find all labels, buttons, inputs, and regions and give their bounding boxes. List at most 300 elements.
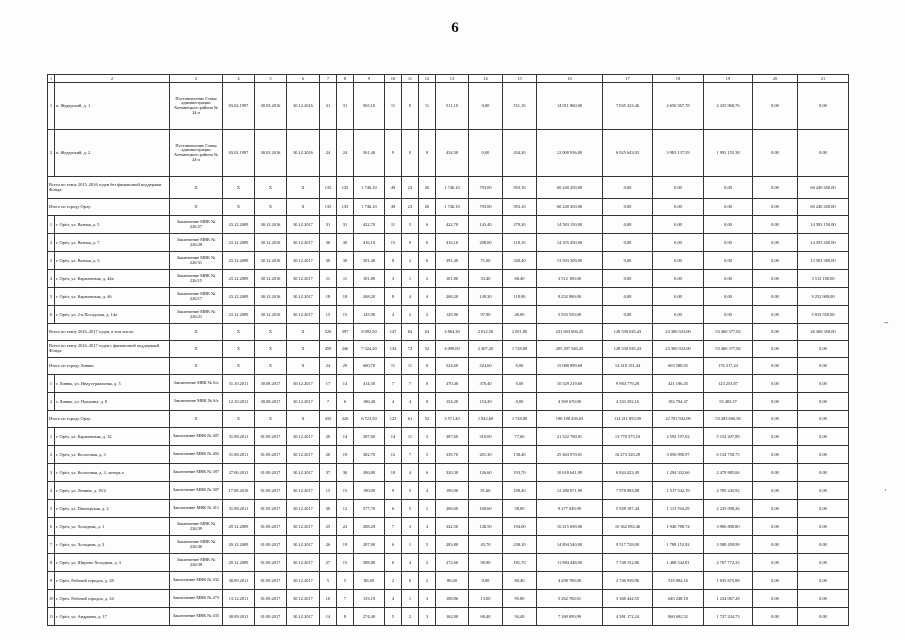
value-cell: 0,00 bbox=[753, 288, 798, 306]
value-cell: 193,70 bbox=[503, 464, 537, 482]
value-cell: 3 512 100,00 bbox=[537, 270, 603, 288]
value-cell: 95,80 bbox=[503, 590, 537, 608]
value-cell: 01.09.2017 bbox=[255, 572, 287, 590]
value-cell: X bbox=[170, 199, 223, 216]
value-cell: 31 bbox=[337, 83, 354, 130]
address-cell: г. Орёл, ул. Андриева, д. 17 bbox=[55, 608, 170, 626]
value-cell: 414,30 bbox=[354, 375, 385, 393]
value-cell: 176 317,24 bbox=[704, 358, 753, 375]
value-cell: 3 983 137,59 bbox=[653, 130, 704, 177]
column-number: 6 bbox=[287, 75, 320, 83]
value-cell: 4 bbox=[385, 393, 402, 411]
column-number: 11 bbox=[402, 75, 419, 83]
column-number: 10 bbox=[385, 75, 402, 83]
value-cell: X bbox=[170, 177, 223, 199]
column-number: 20 bbox=[753, 75, 798, 83]
column-number: 3 bbox=[170, 75, 223, 83]
total-label: Всего по этапу 2016–2017 годов, в том числе: bbox=[48, 324, 170, 341]
value-cell: 0,00 bbox=[653, 199, 704, 216]
value-cell: 143,40 bbox=[469, 216, 503, 234]
value-cell: 0,00 bbox=[653, 216, 704, 234]
value-cell: 30.12.2016 bbox=[255, 252, 287, 270]
value-cell: 1 035 675,88 bbox=[704, 572, 753, 590]
value-cell: 4 569 670,00 bbox=[537, 393, 603, 411]
value-cell: 600,70 bbox=[354, 358, 385, 375]
value-cell: 30 bbox=[320, 252, 337, 270]
address-cell: г. Орёл, ул. Пионерская, д. 2 bbox=[55, 500, 170, 518]
value-cell: 9 bbox=[402, 234, 419, 252]
value-cell: 860 692,52 bbox=[653, 608, 704, 626]
value-cell: 0,00 bbox=[753, 482, 798, 500]
value-cell: 370,40 bbox=[436, 375, 469, 393]
value-cell: 30.12.2017 bbox=[287, 572, 320, 590]
value-cell: 0,00 bbox=[753, 500, 798, 518]
value-cell: 53 460 377,82 bbox=[704, 341, 753, 358]
address-cell: г. Ливны, ул. Пушкина, д. 8 bbox=[55, 393, 170, 411]
value-cell: 61 bbox=[402, 411, 419, 428]
value-cell: 2 767 772,33 bbox=[704, 554, 753, 572]
value-cell: 2 bbox=[402, 252, 419, 270]
address-cell: г. Орёл, ул. Широко-Холодная, д. 3 bbox=[55, 554, 170, 572]
value-cell: 14 318 191,44 bbox=[603, 358, 653, 375]
value-cell: 7 748 152,86 bbox=[603, 554, 653, 572]
table-row bbox=[48, 234, 849, 252]
value-cell: 22 703 942,08 bbox=[653, 411, 704, 428]
value-cell: 14 bbox=[385, 428, 402, 446]
value-cell: 6 bbox=[385, 554, 402, 572]
value-cell: 287,90 bbox=[354, 536, 385, 554]
value-cell: 11 bbox=[385, 358, 402, 375]
value-cell: 272,60 bbox=[436, 554, 469, 572]
value-cell: 4 864,30 bbox=[436, 324, 469, 341]
value-cell: 53 460 377,82 bbox=[704, 324, 753, 341]
value-cell: 0,00 bbox=[653, 288, 704, 306]
value-cell: 7 169 099,99 bbox=[537, 608, 603, 626]
value-cell: 128 530 045,43 bbox=[603, 324, 653, 341]
total-row bbox=[48, 324, 849, 341]
document-cell: Заключение МВК № 226/15 bbox=[170, 270, 223, 288]
row-number: 2 bbox=[48, 234, 55, 252]
value-cell: 2 051,80 bbox=[503, 324, 537, 341]
value-cell: 182 794,47 bbox=[653, 393, 704, 411]
value-cell: 149,30 bbox=[469, 288, 503, 306]
value-cell: 0,00 bbox=[798, 375, 849, 393]
value-cell: 3 906 808,80 bbox=[704, 518, 753, 536]
row-number: 2 bbox=[48, 446, 55, 464]
value-cell: 387,60 bbox=[436, 428, 469, 446]
value-cell: 0,00 bbox=[704, 216, 753, 234]
value-cell: 9 984 779,28 bbox=[603, 375, 653, 393]
value-cell: 01.09.2017 bbox=[255, 590, 287, 608]
column-number: 2 bbox=[55, 75, 170, 83]
value-cell: 0,00 bbox=[704, 252, 753, 270]
value-cell: 148,50 bbox=[469, 518, 503, 536]
value-cell: 01.09.2017 bbox=[255, 608, 287, 626]
value-cell: 23 306 923,00 bbox=[653, 324, 704, 341]
document-cell: Постановление Главы администрации Хотынецкого района № 24-а bbox=[170, 83, 223, 130]
value-cell: 90,90 bbox=[469, 554, 503, 572]
value-cell: X bbox=[170, 324, 223, 341]
value-cell: 0 bbox=[419, 393, 436, 411]
value-cell: 154,20 bbox=[436, 393, 469, 411]
value-cell: 0,00 bbox=[753, 608, 798, 626]
value-cell: 0,00 bbox=[603, 288, 653, 306]
row-number: 11 bbox=[48, 608, 55, 626]
row-number: 5 bbox=[48, 288, 55, 306]
value-cell: 434,30 bbox=[503, 130, 537, 177]
document-cell: Заключение МВК № 226/40 bbox=[170, 536, 223, 554]
value-cell: 5 262 760,01 bbox=[537, 590, 603, 608]
value-cell: 123 253,87 bbox=[704, 375, 753, 393]
value-cell: 2 bbox=[419, 554, 436, 572]
value-cell: 63 bbox=[419, 324, 436, 341]
value-cell: 23.12.2009 bbox=[223, 288, 255, 306]
total-label: Итого по городу Ливны: bbox=[48, 358, 170, 375]
address-cell: г. Орёл, ул. Карачевская, д. 32 bbox=[55, 428, 170, 446]
value-cell: 68,40 bbox=[469, 608, 503, 626]
value-cell: 11 bbox=[402, 358, 419, 375]
value-cell: 194,00 bbox=[503, 518, 537, 536]
value-cell: 14 894 340,00 bbox=[537, 536, 603, 554]
value-cell: 6 bbox=[419, 252, 436, 270]
value-cell: 0,00 bbox=[753, 234, 798, 252]
value-cell: 4 090,00 bbox=[436, 341, 469, 358]
value-cell: 1 294 332,66 bbox=[653, 464, 704, 482]
value-cell: 4 bbox=[385, 306, 402, 324]
value-cell: 0,00 bbox=[753, 177, 798, 199]
column-number: 16 bbox=[537, 75, 603, 83]
value-cell: 14 bbox=[337, 428, 354, 446]
value-cell: 3 588 458,99 bbox=[704, 536, 753, 554]
value-cell: 19 bbox=[337, 536, 354, 554]
value-cell: 7 bbox=[337, 590, 354, 608]
value-cell: 5 bbox=[402, 216, 419, 234]
value-cell: 0,00 bbox=[753, 341, 798, 358]
value-cell: 30.12.2017 bbox=[287, 482, 320, 500]
value-cell: 2 307,20 bbox=[469, 341, 503, 358]
value-cell: 128 530 045,43 bbox=[603, 341, 653, 358]
value-cell: 416,10 bbox=[354, 234, 385, 252]
value-cell: 13 503 300,00 bbox=[537, 252, 603, 270]
value-cell: 11 bbox=[320, 270, 337, 288]
value-cell: 114 211 853,99 bbox=[603, 411, 653, 428]
value-cell: 1 727 234,73 bbox=[704, 608, 753, 626]
value-cell: 8 bbox=[385, 288, 402, 306]
value-cell: 7 bbox=[385, 375, 402, 393]
value-cell: 30.12.2017 bbox=[287, 252, 320, 270]
value-cell: 0,00 bbox=[798, 536, 849, 554]
value-cell: 80,40 bbox=[354, 572, 385, 590]
value-cell: 511,10 bbox=[503, 83, 537, 130]
value-cell: 0,00 bbox=[798, 130, 849, 177]
register-table bbox=[47, 74, 849, 626]
column-number: 19 bbox=[704, 75, 753, 83]
value-cell: 0,00 bbox=[653, 252, 704, 270]
value-cell: 30.12.2016 bbox=[287, 130, 320, 177]
value-cell: 80,40 bbox=[503, 572, 537, 590]
value-cell: 10 618 641,99 bbox=[537, 464, 603, 482]
value-cell: 26 306 350,00 bbox=[798, 324, 849, 341]
value-cell: 7 bbox=[402, 446, 419, 464]
table-row bbox=[48, 482, 849, 500]
value-cell: 24 bbox=[320, 130, 337, 177]
value-cell: 0,00 bbox=[704, 306, 753, 324]
value-cell: 14 355 450,00 bbox=[798, 234, 849, 252]
value-cell: 30 bbox=[320, 234, 337, 252]
total-row bbox=[48, 358, 849, 375]
value-cell: 0,00 bbox=[798, 446, 849, 464]
value-cell: 205 297 346,25 bbox=[537, 341, 603, 358]
value-cell: 9 bbox=[419, 130, 436, 177]
value-cell: 0,00 bbox=[753, 199, 798, 216]
value-cell: 5 033 550,00 bbox=[537, 306, 603, 324]
table-row bbox=[48, 590, 849, 608]
value-cell: 108,86 bbox=[436, 590, 469, 608]
value-cell: 310,00 bbox=[469, 428, 503, 446]
value-cell: 23.12.2009 bbox=[223, 270, 255, 288]
value-cell: 435 bbox=[320, 411, 337, 428]
value-cell: 30.09.2011 bbox=[223, 608, 255, 626]
value-cell: 1 113 764,29 bbox=[653, 500, 704, 518]
total-label: Итого по городу Орлу: bbox=[48, 199, 170, 216]
row-number: 4 bbox=[48, 482, 55, 500]
value-cell: 268,20 bbox=[354, 288, 385, 306]
value-cell: 283,80 bbox=[436, 536, 469, 554]
value-cell: 30 bbox=[337, 252, 354, 270]
value-cell: 2 bbox=[402, 608, 419, 626]
value-cell: 9 bbox=[385, 130, 402, 177]
value-cell: 30.12.2017 bbox=[287, 608, 320, 626]
value-cell: 80,40 bbox=[436, 572, 469, 590]
address-cell: г. Орёл, Рабочий городок, д. 28 bbox=[55, 572, 170, 590]
value-cell: 01.09.2017 bbox=[255, 518, 287, 536]
value-cell: 0,00 bbox=[753, 590, 798, 608]
value-cell: 306,80 bbox=[354, 464, 385, 482]
value-cell: 118,90 bbox=[503, 288, 537, 306]
scan-mark: – bbox=[884, 318, 889, 328]
value-cell: X bbox=[255, 341, 287, 358]
document-cell: Заключение МВК № 432 bbox=[170, 572, 223, 590]
value-cell: 342,50 bbox=[436, 518, 469, 536]
value-cell: 30 bbox=[320, 500, 337, 518]
value-cell: 0,00 bbox=[603, 177, 653, 199]
value-cell: X bbox=[287, 324, 320, 341]
value-cell: 0,00 bbox=[753, 428, 798, 446]
value-cell: X bbox=[170, 341, 223, 358]
value-cell: 23.12.2009 bbox=[223, 306, 255, 324]
value-cell: 6 bbox=[419, 234, 436, 252]
document-cell: Заключение МВК № 226/28 bbox=[170, 234, 223, 252]
value-cell: 0,00 bbox=[503, 358, 537, 375]
value-cell: X bbox=[170, 358, 223, 375]
value-cell: 29.12.2009 bbox=[223, 554, 255, 572]
value-cell: 0,00 bbox=[503, 375, 537, 393]
value-cell: 15 088 889,60 bbox=[537, 358, 603, 375]
column-number: 5 bbox=[255, 75, 287, 83]
value-cell: 30.12.2017 bbox=[287, 216, 320, 234]
value-cell: 123 bbox=[385, 411, 402, 428]
value-cell: 145,90 bbox=[436, 306, 469, 324]
value-cell: 422,70 bbox=[354, 216, 385, 234]
value-cell: 0,00 bbox=[753, 306, 798, 324]
value-cell: 238,10 bbox=[503, 536, 537, 554]
value-cell: 135 bbox=[320, 177, 337, 199]
value-cell: 511,10 bbox=[436, 83, 469, 130]
value-cell: 11 bbox=[385, 216, 402, 234]
value-cell: X bbox=[255, 199, 287, 216]
value-cell: 31.10.2011 bbox=[223, 375, 255, 393]
value-cell: 30.12.2017 bbox=[287, 554, 320, 572]
value-cell: 60 240 450,00 bbox=[537, 199, 603, 216]
table-row bbox=[48, 306, 849, 324]
value-cell: 0,00 bbox=[753, 252, 798, 270]
value-cell: 4 333 392,16 bbox=[603, 393, 653, 411]
value-cell: 274,40 bbox=[354, 608, 385, 626]
value-cell: 138,40 bbox=[503, 446, 537, 464]
value-cell: 0,00 bbox=[753, 375, 798, 393]
value-cell: 30.03.2016 bbox=[255, 130, 287, 177]
table-row bbox=[48, 572, 849, 590]
document-cell: Заключение МВК № 226/31 bbox=[170, 252, 223, 270]
column-number: 7 bbox=[320, 75, 337, 83]
value-cell: 391,40 bbox=[354, 252, 385, 270]
document-cell: Заключение МВК № 411 bbox=[170, 500, 223, 518]
value-cell: 190,00 bbox=[436, 482, 469, 500]
value-cell: 4 bbox=[402, 288, 419, 306]
value-cell: 298,00 bbox=[469, 234, 503, 252]
value-cell: 13.12.2011 bbox=[223, 590, 255, 608]
value-cell: 0,00 bbox=[798, 608, 849, 626]
value-cell: 01.09.2017 bbox=[255, 464, 287, 482]
value-cell: 12 bbox=[337, 500, 354, 518]
value-cell: 7 978 083,88 bbox=[603, 482, 653, 500]
value-cell: 38,00 bbox=[503, 500, 537, 518]
value-cell: 397 bbox=[337, 324, 354, 341]
value-cell: 14 355 450,00 bbox=[537, 234, 603, 252]
value-cell: 2 235 098,26 bbox=[704, 500, 753, 518]
total-label: Всего по этапу 2015–2016 годов без финансовой поддержки Фонда: bbox=[48, 177, 170, 199]
value-cell: 186,40 bbox=[354, 393, 385, 411]
total-row bbox=[48, 411, 849, 428]
value-cell: 30.12.2016 bbox=[255, 288, 287, 306]
value-cell: 9 517 728,09 bbox=[603, 536, 653, 554]
value-cell: 1 946 788,74 bbox=[653, 518, 704, 536]
value-cell: 1 992 155,38 bbox=[704, 130, 753, 177]
address-cell: г. Орёл, ул. 2-я Посадская, д. 14а bbox=[55, 306, 170, 324]
value-cell: 6 723,50 bbox=[354, 411, 385, 428]
value-cell: X bbox=[255, 411, 287, 428]
value-cell: 94,40 bbox=[503, 608, 537, 626]
row-number: 1 bbox=[48, 216, 55, 234]
value-cell: 320,40 bbox=[503, 252, 537, 270]
value-cell: 14 bbox=[337, 375, 354, 393]
address-cell: г. Орёл, ул. Ленина, д. 19/2 bbox=[55, 482, 170, 500]
document-cell: Заключение МВК № 226/38 bbox=[170, 554, 223, 572]
document-cell: Заключение МВК № 473 bbox=[170, 590, 223, 608]
value-cell: 12 bbox=[385, 446, 402, 464]
value-cell: 03.02.1997 bbox=[223, 83, 255, 130]
value-cell: 31 bbox=[337, 216, 354, 234]
value-cell: 0 bbox=[402, 130, 419, 177]
value-cell: 382,70 bbox=[354, 446, 385, 464]
value-cell: 0,00 bbox=[469, 83, 503, 130]
value-cell: 0,00 bbox=[798, 358, 849, 375]
value-cell: X bbox=[287, 358, 320, 375]
row-number: 6 bbox=[48, 306, 55, 324]
value-cell: 0,00 bbox=[798, 500, 849, 518]
value-cell: 11 bbox=[419, 83, 436, 130]
value-cell: 3 056 990,97 bbox=[653, 446, 704, 464]
column-number: 12 bbox=[419, 75, 436, 83]
document-cell: Заключение МВК № 307 bbox=[170, 482, 223, 500]
value-cell: X bbox=[223, 411, 255, 428]
row-number: 4 bbox=[48, 270, 55, 288]
value-cell: 108,40 bbox=[503, 482, 537, 500]
document-cell: Заключение МВК № 435 bbox=[170, 608, 223, 626]
value-cell: 0,00 bbox=[753, 572, 798, 590]
value-cell: 8 092,50 bbox=[354, 324, 385, 341]
value-cell: 2 479 885,84 bbox=[704, 464, 753, 482]
row-number: 7 bbox=[48, 536, 55, 554]
value-cell: 524,60 bbox=[436, 358, 469, 375]
value-cell: 18 bbox=[337, 288, 354, 306]
value-cell: 23.12.2009 bbox=[223, 234, 255, 252]
total-label: Итого по городу Орлу: bbox=[48, 411, 170, 428]
value-cell: 37 bbox=[320, 464, 337, 482]
value-cell: 97,90 bbox=[469, 306, 503, 324]
value-cell: X bbox=[223, 358, 255, 375]
value-cell: 0,00 bbox=[653, 306, 704, 324]
total-row bbox=[48, 199, 849, 216]
value-cell: 6 bbox=[337, 393, 354, 411]
document-cell: Заключение МВК № 226/17 bbox=[170, 288, 223, 306]
value-cell: 2 746 939,96 bbox=[603, 572, 653, 590]
value-cell: 953,10 bbox=[503, 177, 537, 199]
address-cell: г. Орёл, ул. Холодная, д. 3 bbox=[55, 536, 170, 554]
value-cell: 03.02.1997 bbox=[223, 130, 255, 177]
value-cell: 5 928 187,44 bbox=[603, 500, 653, 518]
value-cell: 640 248,18 bbox=[653, 590, 704, 608]
value-cell: 30.12.2017 bbox=[287, 446, 320, 464]
table-row bbox=[48, 518, 849, 536]
address-cell: г. Орёл, Рабочий городок, д. 34 bbox=[55, 590, 170, 608]
value-cell: 2 bbox=[402, 306, 419, 324]
value-cell: 3 bbox=[385, 270, 402, 288]
value-cell: 0,00 bbox=[469, 130, 503, 177]
value-cell: 4 bbox=[402, 393, 419, 411]
document-cell: Заключение МВК № 6/а bbox=[170, 393, 223, 411]
value-cell: 4 650 567,78 bbox=[653, 83, 704, 130]
value-cell: 135 bbox=[337, 177, 354, 199]
value-cell: 391,40 bbox=[436, 252, 469, 270]
column-number: 14 bbox=[469, 75, 503, 83]
value-cell: 320,30 bbox=[436, 464, 469, 482]
value-cell: 422,70 bbox=[436, 216, 469, 234]
value-cell: 33,40 bbox=[469, 270, 503, 288]
address-cell: п. Жудерский, д. 2 bbox=[55, 130, 170, 177]
value-cell: 0,00 bbox=[653, 234, 704, 252]
value-cell: 15 bbox=[320, 306, 337, 324]
value-cell: 24 bbox=[337, 130, 354, 177]
value-cell: 30.12.2017 bbox=[287, 500, 320, 518]
value-cell: 13 503 300,00 bbox=[798, 252, 849, 270]
table-row bbox=[48, 428, 849, 446]
value-cell: 206,60 bbox=[436, 500, 469, 518]
value-cell: 30.08.2017 bbox=[255, 393, 287, 411]
value-cell: 953,10 bbox=[503, 199, 537, 216]
value-cell: 60 240 450,00 bbox=[798, 177, 849, 199]
value-cell: 45,70 bbox=[469, 536, 503, 554]
